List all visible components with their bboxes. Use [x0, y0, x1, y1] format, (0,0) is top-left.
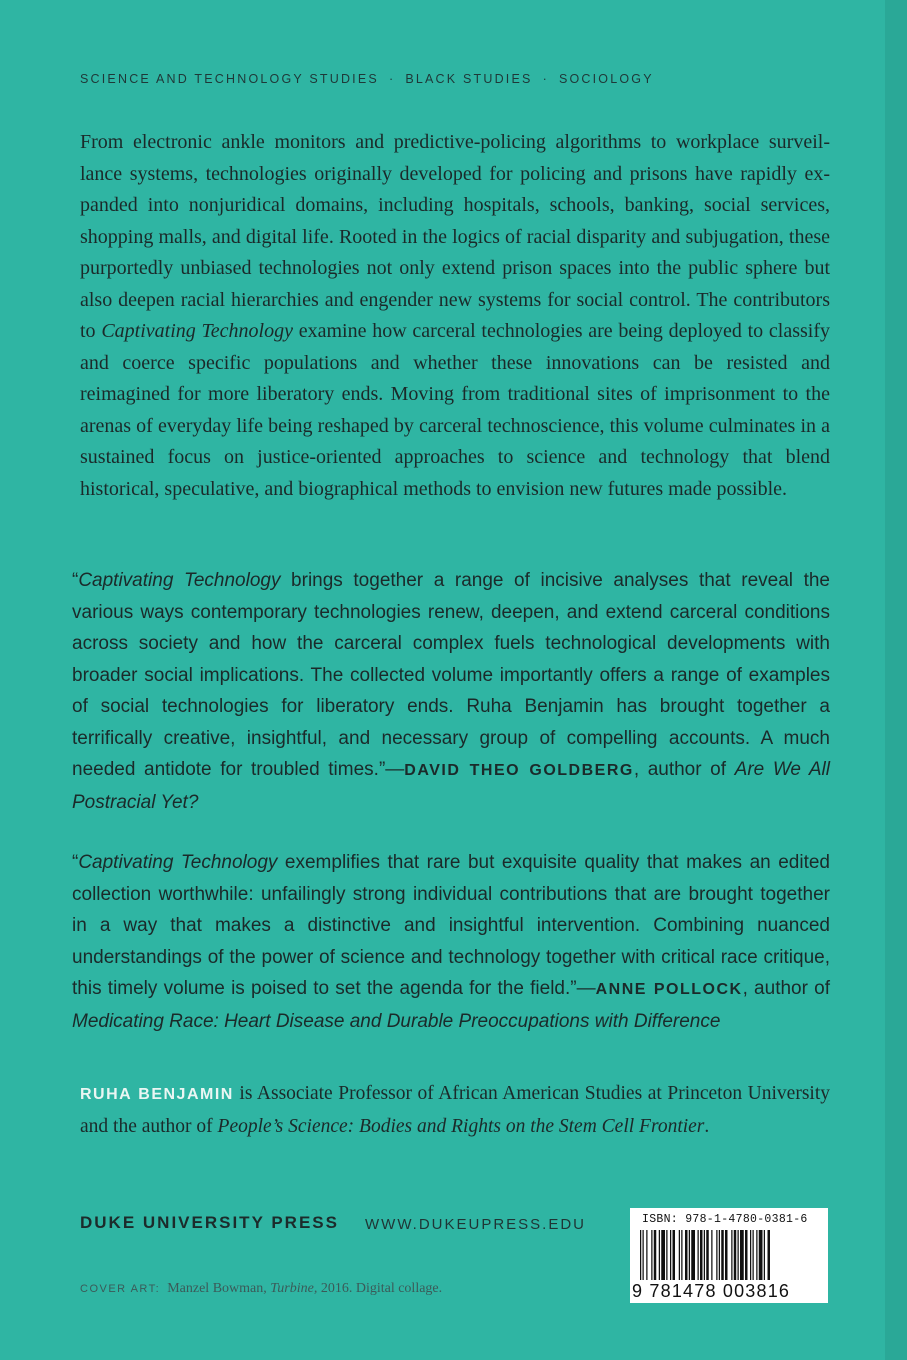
- barcode-bar: [643, 1230, 644, 1280]
- quote-author-book: Are We All Postracial Yet?: [72, 759, 830, 813]
- publisher-name: DUKE UNIVERSITY PRESS: [80, 1213, 339, 1232]
- subject-2: BLACK STUDIES: [405, 72, 533, 86]
- description-book-title: Captivating Technology: [101, 320, 293, 342]
- quote-author-of: , author of: [633, 759, 735, 780]
- publisher-website: WWW.DUKEUPRESS.EDU: [365, 1216, 587, 1233]
- endorsement-goldberg: [72, 565, 830, 818]
- cover-edge-strip: [885, 0, 907, 1360]
- barcode-bar: [756, 1230, 757, 1280]
- barcode-bar: [721, 1230, 724, 1280]
- barcode-bar: [681, 1230, 682, 1280]
- cover-art-artist: Manzel Bowman,: [167, 1281, 271, 1296]
- barcode-bar: [750, 1230, 751, 1280]
- barcode-bar: [666, 1230, 667, 1280]
- barcode-bar: [646, 1230, 647, 1280]
- barcode-bar: [711, 1230, 712, 1280]
- quote-text: brings together a range of incisive analyses that reveal the various ways contemporary technologies renew, deepen, and extend carceral conditions across society and how the carceral complex fuels technological developments with broader social implications. The collected volume importantly offers a range of examples of social technologies for liberatory ends. Ruha Benjamin has brought together a terrifically creative, insightful, and necessary group of compelling accounts. A much needed antidote for troubled times.”—: [72, 570, 830, 780]
- barcode-bar: [731, 1230, 732, 1280]
- isbn-digits: 9 781478 003816: [632, 1281, 791, 1301]
- quote-author-of: , author of: [742, 978, 830, 999]
- isbn-label: ISBN: 978-1-4780-0381-6: [642, 1213, 808, 1226]
- barcode-bar: [670, 1230, 671, 1280]
- editor-bio: [80, 1078, 830, 1142]
- bio-end: .: [704, 1115, 710, 1137]
- subject-3: SOCIOLOGY: [558, 72, 654, 86]
- barcode-bar: [725, 1230, 728, 1280]
- barcode-bar: [719, 1230, 720, 1280]
- cover-art-rest: 2016. Digital collage.: [317, 1281, 443, 1296]
- barcode-bar: [698, 1230, 699, 1280]
- barcode-bar: [753, 1230, 754, 1280]
- barcode-bar: [700, 1230, 703, 1280]
- barcode-bar: [651, 1230, 652, 1280]
- subject-separator-2: ·: [542, 72, 549, 86]
- book-description: [80, 127, 830, 505]
- quote-text: exemplifies that rare but exquisite quality that makes an edited collection worthwhile: unfailingly strong individual contributions that are brought together in a way that makes a distinctive and insightful intervention. Combining nuanced understandings of the power of science and technology together with critical race critique, this timely volume is poised to set the agenda for the field.”—: [72, 852, 830, 999]
- barcode-bar: [689, 1230, 690, 1280]
- barcode-bar: [679, 1230, 680, 1280]
- barcode-bar: [659, 1230, 660, 1280]
- bio-text: is Associate Professor of African American Studies at Princeton University and the author of: [80, 1083, 830, 1137]
- barcode-bar: [673, 1230, 676, 1280]
- bio-book-title: People’s Science: Bodies and Rights on the Stem Cell Frontier: [217, 1115, 705, 1137]
- quote-open-mark: “: [72, 570, 79, 591]
- barcode-bar: [716, 1230, 717, 1280]
- subject-separator-1: ·: [388, 72, 396, 86]
- barcode-bar: [661, 1230, 665, 1280]
- barcode-bar: [738, 1230, 739, 1280]
- editor-name: RUHA BENJAMIN: [80, 1086, 234, 1103]
- cover-art-credit: [80, 1281, 442, 1297]
- quote-book-title: Captivating Technology: [78, 570, 281, 591]
- barcode-bar: [768, 1230, 771, 1280]
- subject-categories: [80, 72, 654, 86]
- barcode-bar: [740, 1230, 744, 1280]
- endorsement-pollock: [72, 847, 830, 1037]
- quote-book-title: Captivating Technology: [78, 852, 278, 873]
- subject-1: SCIENCE AND TECHNOLOGY STUDIES: [80, 72, 379, 86]
- barcode-bar: [745, 1230, 748, 1280]
- barcode-bar: [704, 1230, 705, 1280]
- cover-art-work: Turbine,: [270, 1281, 318, 1296]
- barcode-bar: [734, 1230, 737, 1280]
- barcode-bar: [764, 1230, 765, 1280]
- barcode-bar: [706, 1230, 709, 1280]
- quote-author-book: Medicating Race: Heart Disease and Durable Preoccupations with Difference: [72, 1010, 721, 1032]
- barcode-bars: [640, 1230, 818, 1280]
- quote-open-mark: “: [72, 852, 79, 873]
- isbn-barcode: [630, 1208, 828, 1303]
- description-part-1: From electronic ankle monitors and predictive-policing algorithms to workplace surveil-lance systems, technologies originally developed for policing and prisons have rapidly ex-panded into nonjuridical domains, including hospitals, schools, banking, social services, shopping malls, and digital life. Rooted in the logics of racial disparity and subjugation, these purportedly unbiased technologies not only extend prison spaces into the public sphere but also deepen racial hierarchies and engender new systems for social control. The contributors to: [80, 131, 830, 342]
- barcode-bar: [759, 1230, 763, 1280]
- description-part-2: examine how carceral technologies are being deployed to classify and coerce specific populations and whether these innovations can be resisted and reimagined for more liberatory ends. Moving from traditional sites of imprisonment to the arenas of everyday life being reshaped by carceral technoscience, this volume culminates in a sustained focus on justice-oriented approaches to science and technology that blend historical, speculative, and biographical methods to envision new futures made possible.: [80, 320, 831, 500]
- barcode-bar: [654, 1230, 657, 1280]
- barcode-bar: [691, 1230, 695, 1280]
- barcode-bar: [640, 1230, 641, 1280]
- quote-author: DAVID THEO GOLDBERG: [404, 762, 634, 779]
- cover-art-label: COVER ART:: [80, 1283, 161, 1295]
- quote-author: ANNE POLLOCK: [595, 981, 743, 998]
- barcode-bar: [685, 1230, 688, 1280]
